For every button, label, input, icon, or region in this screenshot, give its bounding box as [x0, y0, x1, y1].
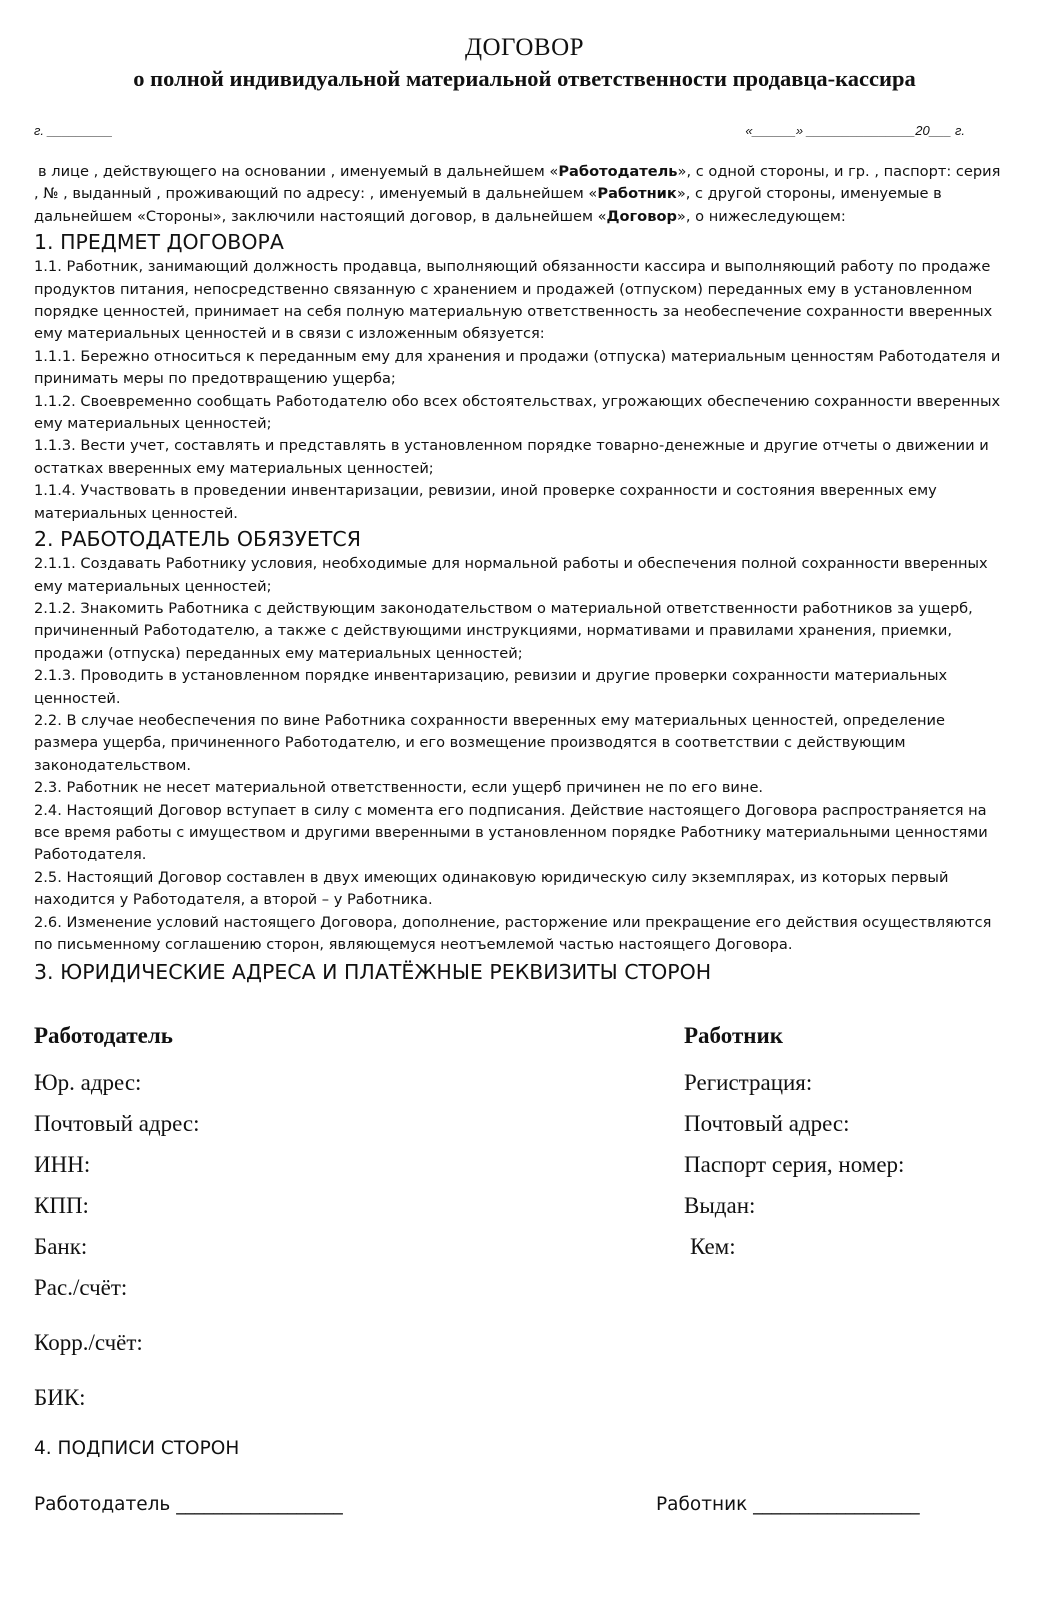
employer-bik: БИК:	[34, 1385, 86, 1410]
section-3-title: 3. ЮРИДИЧЕСКИЕ АДРЕСА И ПЛАТЁЖНЫЕ РЕКВИЗИТЫ СТОРОН	[34, 960, 712, 985]
intro-text-3: », с другой стороны, именуемые в дальнейшем «Стороны», заключили настоящий договор, в дальнейшем «	[34, 185, 942, 225]
clause-2-5: 2.5. Настоящий Договор составлен в двух имеющих одинаковую юридическую силу экземплярах, из которых первый находится у Работодателя, а второй – у Работника.	[34, 868, 949, 909]
employer-heading: Работодатель	[34, 1023, 173, 1048]
employee-postal-address: Почтовый адрес:	[684, 1111, 850, 1136]
employer-corr-account: Корр./счёт:	[34, 1330, 143, 1355]
employee-signature-line: Работник __________________	[656, 1494, 920, 1515]
employer-legal-address: Юр. адрес:	[34, 1070, 142, 1095]
intro-paragraph	[34, 161, 1009, 228]
contract-body	[34, 161, 1009, 986]
clause-2-3: 2.3. Работник не несет материальной ответственности, если ущерб причинен не по его вине.	[34, 779, 764, 797]
clause-1-1-4: 1.1.4. Участвовать в проведении инвентаризации, ревизии, иной проверке сохранности и состояния вверенных ему материальных ценностей.	[34, 482, 937, 522]
intro-employee-term: Работник	[597, 185, 677, 203]
employer-requisites	[34, 1021, 594, 1418]
clause-2-1-1: 2.1.1. Создавать Работнику условия, необходимые для нормальной работы и обеспечения полной сохранности вверенных ему материальных ценностей;	[34, 555, 988, 595]
clause-2-1-3: 2.1.3. Проводить в установленном порядке инвентаризацию, ревизии и другие проверки сохранности материальных ценностей.	[34, 667, 948, 707]
clause-1-1-2: 1.1.2. Своевременно сообщать Работодателю обо всех обстоятельствах, угрожающих обеспечению сохранности вверенных ему материальных ценностей;	[34, 392, 1001, 433]
employer-kpp: КПП:	[34, 1193, 89, 1218]
clause-2-1-2: 2.1.2. Знакомить Работника с действующим законодательством о материальной ответственности работников за ущерб, причиненный Работодателю, а также с действующими инструкциями, нормативами и правилами хранения, приемки, продажи (отпуска) переданных ему материальных ценностей;	[34, 599, 973, 662]
employee-issued-by: Кем:	[690, 1234, 736, 1259]
clause-2-2: 2.2. В случае необеспечения по вине Работника сохранности вверенных ему материальных ценностей, определение размера ущерба, причиненного Работодателю, и его возмещение производятся в соответствии с действующим законодательством.	[34, 711, 945, 774]
document-subtitle: о полной индивидуальной материальной ответственности продавца-кассира	[133, 66, 916, 91]
intro-text-1: в лице , действующего на основании , именуемый в дальнейшем «	[38, 163, 559, 180]
employer-inn: ИНН:	[34, 1152, 91, 1177]
employee-heading: Работник	[684, 1023, 783, 1048]
employer-signature-line: Работодатель __________________	[34, 1494, 343, 1515]
clause-1-1: 1.1. Работник, занимающий должность продавца, выполняющий обязанности кассира и выполняющий работу по продаже продуктов питания, непосредственно связанную с хранением и продажей (отпуском) переданных ему в установленном порядке ценностей, принимает на себя полную материальную ответственность за необеспечение сохранности вверенных ему материальных ценностей и в связи с изложенным обязуется:	[34, 258, 993, 343]
date-field: «______» _______________20___ г.	[745, 123, 965, 138]
section-1-title: 1. ПРЕДМЕТ ДОГОВОРА	[34, 230, 284, 255]
clause-2-6: 2.6. Изменение условий настоящего Договора, дополнение, расторжение или прекращение его действия осуществляются по письменному соглашению сторон, являющемуся неотъемлемой частью настоящего Договора.	[34, 913, 992, 953]
signatures-title: 4. ПОДПИСИ СТОРОН	[34, 1438, 240, 1459]
employee-passport: Паспорт серия, номер:	[684, 1152, 905, 1177]
intro-employer-term: Работодатель	[558, 163, 678, 180]
clause-1-1-3: 1.1.3. Вести учет, составлять и представлять в установленном порядке товарно-денежные и другие отчеты о движении и остатках вверенных ему материальных ценностей;	[34, 437, 989, 477]
employee-issued: Выдан:	[684, 1193, 756, 1218]
employee-registration: Регистрация:	[684, 1070, 813, 1095]
employee-requisites	[684, 1021, 1024, 1267]
clause-1-1-1: 1.1.1. Бережно относиться к переданным ему для хранения и продажи (отпуска) материальным ценностям Работодателя и принимать меры по предотвращению ущерба;	[34, 347, 1001, 388]
intro-text-4: », о нижеследующем:	[676, 207, 846, 225]
employer-bank: Банк:	[34, 1234, 88, 1259]
document-title: ДОГОВОР	[464, 34, 585, 61]
intro-text-2: », с одной стороны, и гр. , паспорт: серия , № , выданный , проживающий по адресу: , именуемый в дальнейшем «	[34, 163, 1001, 203]
intro-contract-term: Договор	[606, 207, 677, 225]
city-field: г. _________	[34, 123, 113, 138]
employer-account: Рас./счёт:	[34, 1275, 128, 1300]
section-2-title: 2. РАБОТОДАТЕЛЬ ОБЯЗУЕТСЯ	[34, 527, 361, 552]
employer-postal-address: Почтовый адрес:	[34, 1111, 200, 1136]
clause-2-4: 2.4. Настоящий Договор вступает в силу с момента его подписания. Действие настоящего Договора распространяется на все время работы с имуществом и другими вверенными в установленном порядке Работнику материальными ценностями Работодателя.	[34, 801, 988, 864]
